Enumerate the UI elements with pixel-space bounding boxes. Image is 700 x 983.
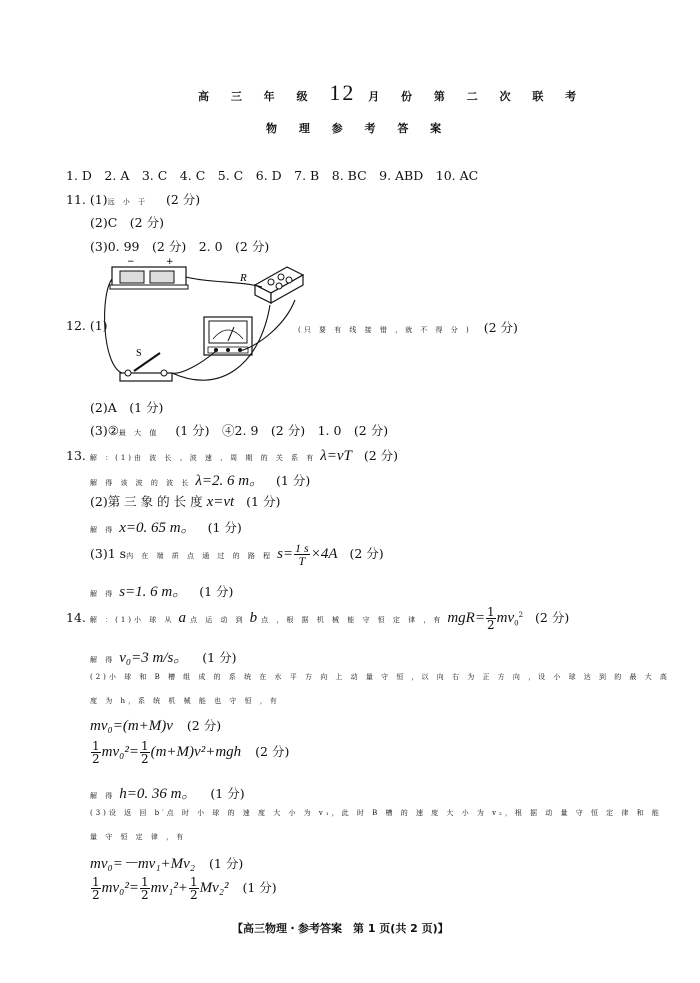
q14-line1: 14. 解 ：(1)小 球 从 a 点 运 动 到 b 点 ，根 据 机 械 能 守 恒 定 律 ，有 mgR= $\frac{1}{2}$ $mv_0^2$ (2 分) [66,605,570,632]
page-subtitle: 物 理 参 考 答 案 [266,122,451,135]
q14-line7: 解 得 h=0. 36 m。 (1 分) [90,786,245,802]
q12-part1: 12. (1) [66,318,108,333]
q12-note: (只 要 有 线 接 错 ，就 不 得 分 ) (2 分) [298,320,518,335]
q12-part3: (3)②最 大 值 (1 分) ④2. 9 (2 分) 1. 0 (2 分) [90,423,389,438]
battery-minus-label: − [127,257,135,267]
mc-answers: 1. D 2. A 3. C 4. C 5. C 6. D 7. B 8. BC 9. ABD 10. AC [66,168,479,183]
q13-line1: 13. 解 ：(1)由 波 长 、波 速 、周 期 的 关 系 有 λ=vT (2 分) [66,448,399,464]
q14-line4: 度 为 h，系 统 机 械 能 也 守 恒 ，有 [90,697,280,705]
q13-line2: 解 得 该 波 的 波 长 λ=2. 6 m。 (1 分) [90,473,311,489]
q13-line3: (2)第 三 象 的 长 度 x=vt (1 分) [90,494,281,510]
q14-line5: mv₀=(m+M)v (2 分) [90,718,222,734]
page-title: 高 三 年 级 12 月 份 第 二 次 联 考 [198,80,586,105]
q11-part2: (2)C (2 分) [90,215,164,230]
q14-line9: 量 守 恒 定 律 ，有 [90,833,187,841]
q11-part3: (3)0. 99 (2 分) 2. 0 (2 分) [90,239,270,254]
circuit-diagram [100,255,310,395]
battery-cell-1 [120,271,144,283]
q14-line11: $\frac{1}{2}$ mv₀²= $\frac{1}{2}$ mv₁²+ $\frac{1}{2}$ Mv₂² (1 分) [92,875,277,902]
q14-line2: 解 得 v₀=3 m/s。 (1 分) [90,650,237,666]
wire-2 [186,277,262,287]
q14-line3: (2)小 球 和 B 槽 组 成 的 系 统 在 水 平 方 向 上 动 量 守 恒 ，以 向 右 为 正 方 向 ，设 小 球 达 到 的 最 大 高 [90,673,670,681]
battery-cell-2 [150,271,174,283]
resistance-box [255,267,303,303]
q12-part2: (2)A (1 分) [90,400,164,415]
q14-line10: mv₀=－mv₁+Mv₂ (1 分) [90,856,244,872]
resistor-label: R [240,272,247,284]
q13-line5: (3)1 s内 在 端 质 点 通 过 的 路 程 s= $\frac{1 s}{T}$ ×4A (2 分) [90,541,384,568]
q13-line4: 解 得 x=0. 65 m。 (1 分) [90,520,242,536]
q14-line8: (3)设 返 回 b′点 时 小 球 的 速 度 大 小 为 v₁，此 时 B 槽 的 速 度 大 小 为 v₂，根 据 动 量 守 恒 定 律 和 能 [90,809,662,817]
battery-plus-label: + [166,257,174,267]
q13-line6: 解 得 s=1. 6 m。 (1 分) [90,584,234,600]
switch [120,353,172,381]
q14-line6: $\frac{1}{2}$ mv₀²= $\frac{1}{2}$ (m+M)v²+mgh (2 分) [92,739,290,766]
switch-label: S [136,348,142,359]
q11-part1: 11. (1)远 小 于 (2 分) [66,192,201,207]
page-footer: 【高三物理・参考答案 第 1 页(共 2 页)】 [232,922,449,935]
